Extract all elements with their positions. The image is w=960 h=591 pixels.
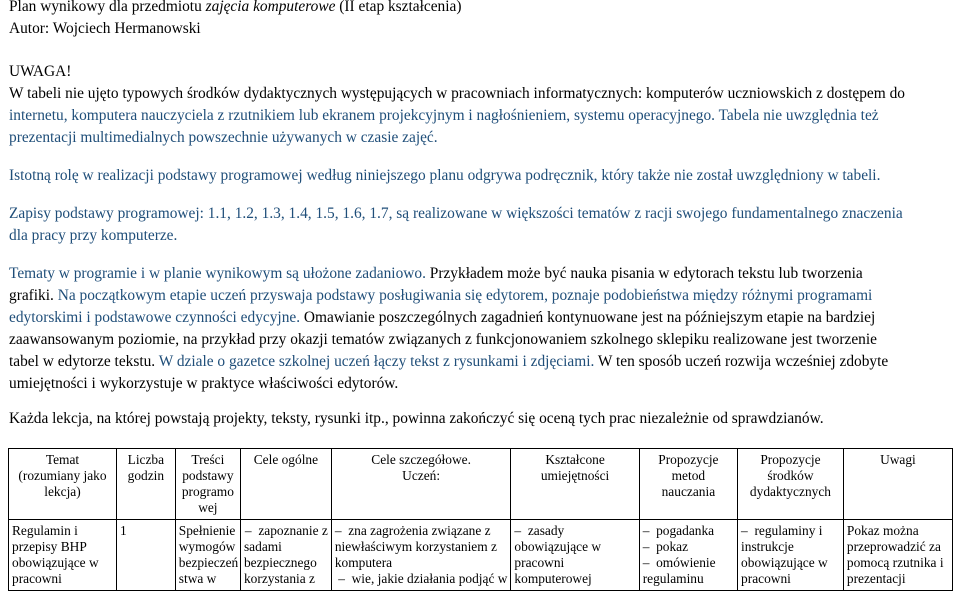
topics-line-2a: grafiki. xyxy=(9,287,58,304)
topics-line-2b: Na początkowym etapie uczeń przyswaja podstawy posługiwania się edytorem, poznaje podobieństwa między różnymi programami xyxy=(57,287,873,304)
cell-hours: 1 xyxy=(116,520,175,591)
author-line: Autor: Wojciech Hermanowski xyxy=(9,20,201,37)
curriculum-line-2: dla pracy przy komputerze. xyxy=(9,227,178,244)
notice-paragraph xyxy=(9,61,949,149)
cell-curriculum: Spełnienie wymogów bezpieczeń stwa w xyxy=(175,520,240,591)
header-notes: Uwagi xyxy=(843,449,952,520)
notice-label: UWAGA! xyxy=(9,63,72,80)
textbook-paragraph xyxy=(9,165,949,187)
topics-line-5a: tabel w edytorze tekstu. xyxy=(9,353,159,370)
topics-line-4: zaawansowanym poziomie, na przykład przy okazji tematów związanych z funkcjonowaniem szkolnego sklepiku realizowane jest tworzenie xyxy=(9,331,877,348)
topics-line-5c: W ten sposób uczeń rozwija wcześniej zdobyte xyxy=(597,353,889,370)
table-row xyxy=(9,520,953,591)
topics-paragraph xyxy=(9,263,949,395)
cell-resources: – regulaminy i instrukcje obowiązujące w pracowni xyxy=(738,520,844,591)
textbook-text: Istotną rolę w realizacji podstawy programowej według niniejszego planu odgrywa podręcznik, który także nie został uwzględniony w tabeli. xyxy=(9,167,881,184)
table-header-row xyxy=(9,449,953,520)
topics-line-1a: Tematy w programie i w planie wynikowym są ułożone zadaniowo. xyxy=(9,265,430,282)
curriculum-line-1: Zapisy podstawy programowej: 1.1, 1.2, 1.3, 1.4, 1.5, 1.6, 1.7, są realizowane w większości tematów z racji swojego fundamentalnego znaczenia xyxy=(9,205,903,222)
header-topic: Temat (rozumiany jako lekcja) xyxy=(9,449,117,520)
header-detailed-goals: Cele szczegółowe. Uczeń: xyxy=(331,449,511,520)
document-header xyxy=(9,0,949,40)
assessment-text: Każda lekcja, na której powstają projekty, teksty, rysunki itp., powinna zakończyć się oceną tych prac niezależnie od sprawdzianów. xyxy=(9,410,824,427)
curriculum-paragraph xyxy=(9,203,949,247)
header-skills: Kształcone umiejętności xyxy=(511,449,639,520)
notice-line-2: internetu, komputera nauczyciela z rzutnikiem lub ekranem projekcyjnym i nagłośnieniem, systemu operacyjnego. Tabela nie uwzględnia też xyxy=(9,107,879,124)
header-hours: Liczba godzin xyxy=(116,449,175,520)
cell-notes: Pokaz można przeprowadzić za pomocą rzutnika i prezentacji xyxy=(843,520,952,591)
header-curriculum: Treści podstawy programo wej xyxy=(175,449,240,520)
subject-name: zajęcia komputerowe xyxy=(205,0,336,15)
assessment-paragraph xyxy=(9,408,949,430)
cell-topic: Regulamin i przepisy BHP obowiązujące w pracowni xyxy=(9,520,117,591)
topics-line-6: umiejętności i wykorzystuje w praktyce właściwości edytorów. xyxy=(9,375,399,392)
cell-skills: – zasady obowiązujące w pracowni komputerowej xyxy=(511,520,639,591)
plan-table xyxy=(8,448,953,591)
plan-title-prefix: Plan wynikowy dla przedmiotu xyxy=(9,0,206,15)
topics-line-1b: Przykładem może być nauka pisania w edytorach tekstu lub tworzenia xyxy=(429,265,863,282)
header-resources: Propozycje środków dydaktycznych xyxy=(738,449,844,520)
topics-line-3b: Omawianie poszczególnych zagadnień kontynuowane jest na późniejszym etapie na bardziej xyxy=(303,309,876,326)
header-general-goals: Cele ogólne xyxy=(240,449,331,520)
cell-general-goals: – zapoznanie z sadami bezpiecznego korzystania z xyxy=(240,520,331,591)
header-methods: Propozycje metod nauczania xyxy=(639,449,737,520)
cell-detailed-goals: – zna zagrożenia związane z niewłaściwym korzystaniem z komputera – wie, jakie działania podjąć w xyxy=(331,520,511,591)
topics-line-3a: edytorskimi i podstawowe czynności edycyjne. xyxy=(9,309,304,326)
topics-line-5b: W dziale o gazetce szkolnej uczeń łączy tekst z rysunkami i zdjęciami. xyxy=(158,353,598,370)
cell-methods: – pogadanka – pokaz – omówienie regulaminu xyxy=(639,520,737,591)
plan-title-suffix: (II etap kształcenia) xyxy=(335,0,462,15)
notice-line-3: prezentacji multimedialnych powszechnie używanych w czasie zajęć. xyxy=(9,129,438,146)
notice-line-1: W tabeli nie ujęto typowych środków dydaktycznych występujących w pracowniach informatycznych: komputerów uczniowskich z dostępem do xyxy=(9,85,905,102)
